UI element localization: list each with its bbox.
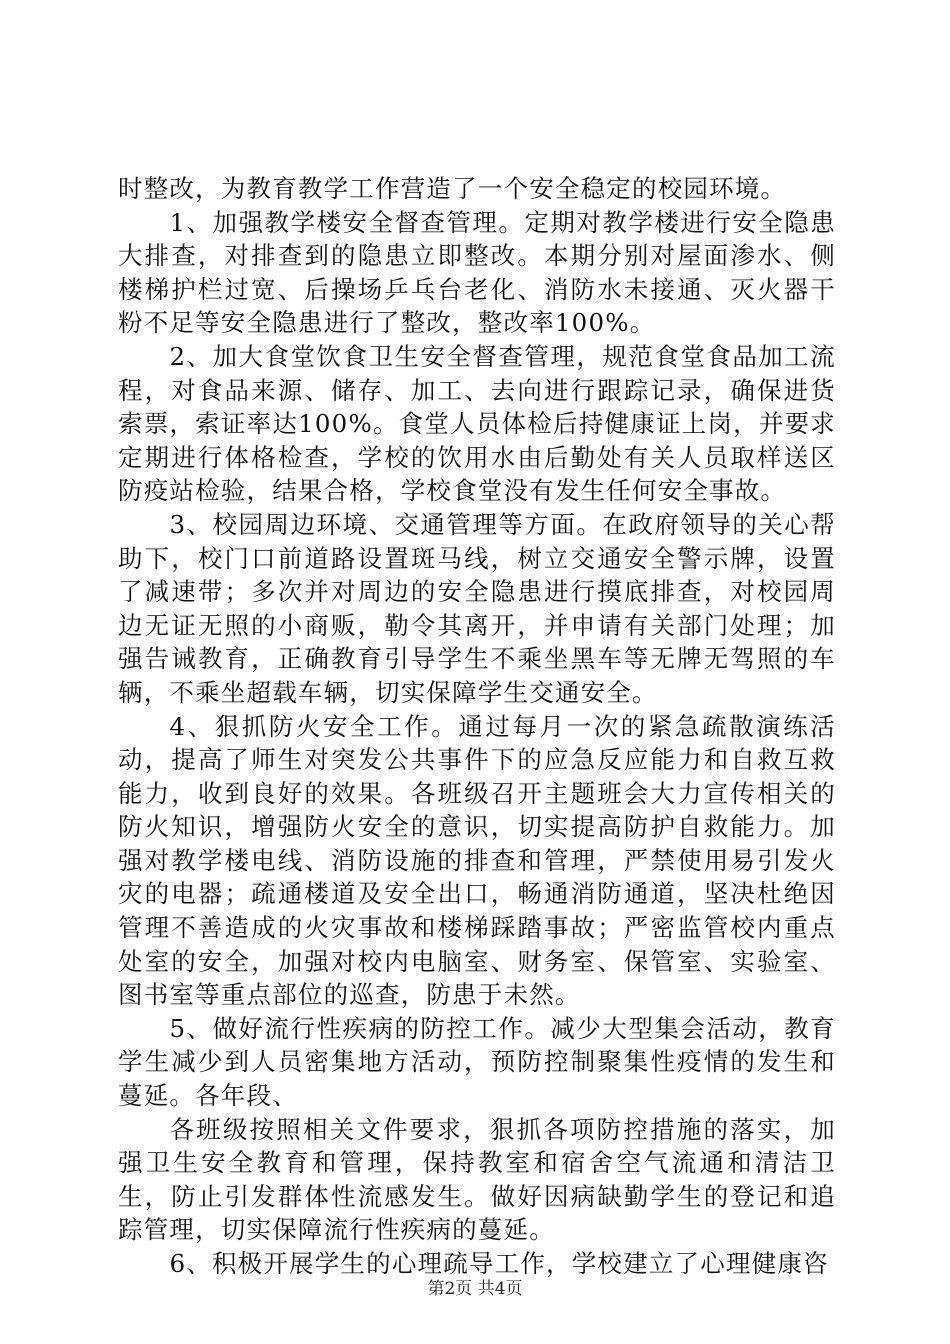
paragraph-4: 4、狠抓防火安全工作。通过每月一次的紧急疏散演练活动，提高了师生对突发公共事件下的应急反应能力和自救互救能力，收到良好的效果。各班级召开主题班会大力宣传相关的防火知识，增强防火安全的意识，切实提高防护自救能力。加强对教学楼电线、消防设施的排查和管理，严禁使用易引发火灾的电器；疏通楼道及安全出口，畅通消防通道，坚决杜绝因管理不善造成的火灾事故和楼梯踩踏事故；严密监管校内重点处室的安全，加强对校内电脑室、财务室、保管室、实验室、图书室等重点部位的巡查，防患于未然。 (118, 711, 836, 1010)
paragraph-0: 时整改，为教育教学工作营造了一个安全稳定的校园环境。 (118, 174, 787, 203)
page-number-label: 第2页 共4页 (427, 1279, 523, 1299)
page-footer (0, 1278, 950, 1300)
document-body (118, 172, 836, 1281)
paragraph-3: 3、校园周边环境、交通管理等方面。在政府领导的关心帮助下，校门口前道路设置斑马线，树立交通安全警示牌，设置了减速带；多次并对周边的安全隐患进行摸底排查，对校园周边无证无照的小商贩，勒令其离开，并申请有关部门处理；加强告诫教育，正确教育引导学生不乘坐黑车等无牌无驾照的车辆，不乘坐超载车辆，切实保障学生交通安全。 (118, 509, 836, 707)
paragraph-7: 6、积极开展学生的心理疏导工作，学校建立了心理健康咨 (169, 1249, 829, 1278)
paragraph-5: 5、做好流行性疾病的防控工作。减少大型集会活动，教育学生减少到人员密集地方活动，预防控制聚集性疫情的发生和蔓延。各年段、 (118, 1013, 836, 1111)
paragraph-1: 1、加强教学楼安全督查管理。定期对教学楼进行安全隐患大排查，对排查到的隐患立即整改。本期分别对屋面渗水、侧楼梯护栏过宽、后操场乒乓台老化、消防水未接通、灭火器干粉不足等安全隐患进行了整改，整改率100%。 (118, 207, 836, 338)
paragraph-2: 2、加大食堂饮食卫生安全督查管理，规范食堂食品加工流程，对食品来源、储存、加工、去向进行跟踪记录，确保进货索票，索证率达100%。食堂人员体检后持健康证上岗，并要求定期进行体格检查，学校的饮用水由后勤处有关人员取样送区防疫站检验，结果合格，学校食堂没有发生任何安全事故。 (118, 341, 836, 506)
paragraph-6: 各班级按照相关文件要求，狠抓各项防控措施的落实，加强卫生安全教育和管理，保持教室和宿舍空气流通和清洁卫生，防止引发群体性流感发生。做好因病缺勤学生的登记和追踪管理，切实保障流行性疾病的蔓延。 (118, 1114, 836, 1245)
